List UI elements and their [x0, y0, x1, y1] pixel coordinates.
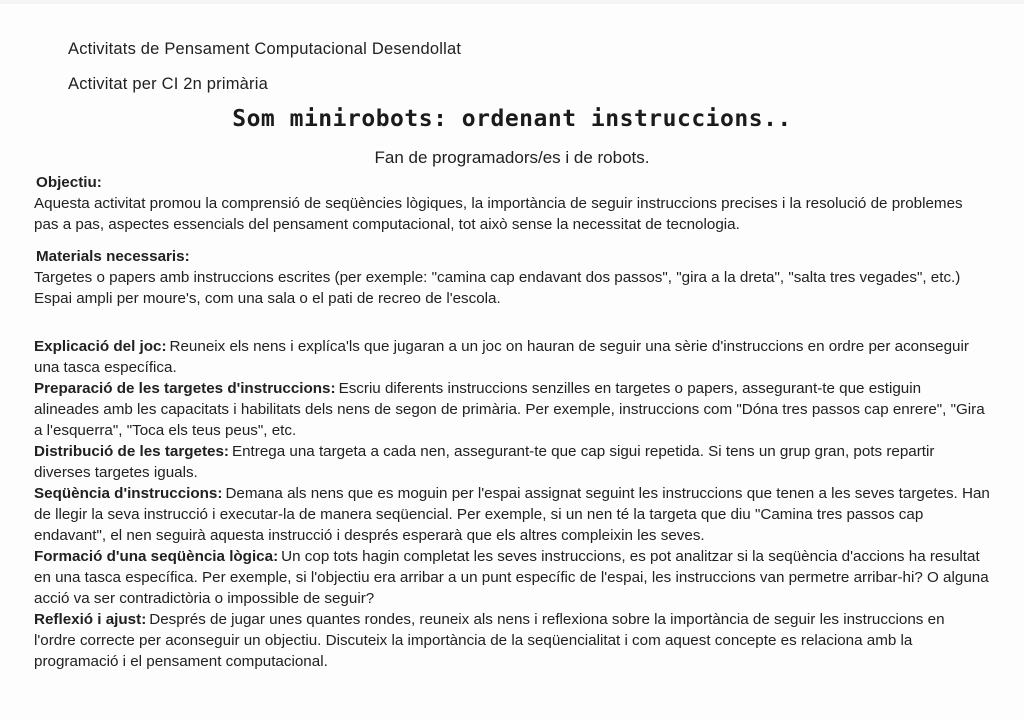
doc-title-line2: Activitat per CI 2n primària: [68, 75, 268, 93]
section-preparacio-label: Preparació de les targetes d'instruccions:: [34, 380, 336, 397]
section-formacio: [34, 546, 990, 609]
section-materials-paragraph-1: Targetes o papers amb instruccions escrites (per exemple: "camina cap endavant dos passos", "gira a la dreta", "salta tres vegades", etc.): [34, 269, 961, 286]
section-objectiu-paragraph: Aquesta activitat promou la comprensió de seqüències lògiques, la importància de seguir instruccions precises i la resolució de problemes pas a pas, aspectes essencials del pensament computacional, tot això sense la necessitat de tecnologia.: [34, 195, 963, 233]
document-body: [0, 4, 1024, 672]
activity-title: Som minirobots: ordenant instruccions..: [232, 106, 792, 132]
section-explicacio-label: Explicació del joc:: [34, 338, 167, 355]
document-text: [34, 172, 990, 672]
section-explicacio: [34, 336, 990, 378]
section-formacio-text: Un cop tots hagin completat les seves instruccions, es pot analitzar si la seqüència d'accions ha resultat en una tasca específica. Per exemple, si l'objectiu era arribar a un punt específic de l'espai, les instruccions van permetre arribar-hi? O alguna acció va ser contradictòria o impossible de seguir?: [34, 548, 989, 607]
section-materials: [34, 246, 990, 309]
section-distribucio: [34, 441, 990, 483]
section-distribucio-label: Distribució de les targetes:: [34, 443, 229, 460]
section-reflexio-text: Després de jugar unes quantes rondes, reuneix als nens i reflexiona sobre la importància de seguir les instruccions en l'ordre correcte per aconseguir un objectiu. Discuteix la importància de la seqüencialitat i com aquest concepte es relaciona amb la programació i el pensament computacional.: [34, 611, 945, 670]
doc-header: [34, 38, 990, 95]
section-sequencia: [34, 483, 990, 546]
doc-title-line1: Activitats de Pensament Computacional Desendollat: [68, 40, 462, 58]
instructions-block: [34, 336, 990, 672]
section-formacio-label: Formació d'una seqüència lògica:: [34, 548, 279, 565]
section-materials-paragraph-2: Espai ampli per moure's, com una sala o el pati de recreo de l'escola.: [34, 290, 501, 307]
section-materials-label: Materials necessaris:: [36, 248, 190, 265]
section-reflexio-label: Reflexió i ajust:: [34, 611, 147, 628]
section-objectiu-label: Objectiu:: [36, 174, 102, 191]
section-distribucio-text: Entrega una targeta a cada nen, assegurant-te que cap sigui repetida. Si tens un grup gran, pots repartir diverses targetes iguals.: [34, 443, 935, 481]
section-objectiu: [34, 172, 990, 235]
section-preparacio-text: Escriu diferents instruccions senzilles en targetes o papers, assegurant-te que estiguin alineades amb les capacitats i habilitats dels nens de segon de primària. Per exemple, instruccions com "Dóna tres passos cap enrere", "Gira a l'esquerra", "Toca els teus peus", etc.: [34, 380, 985, 439]
section-sequencia-text: Demana als nens que es moguin per l'espai assignat seguint les instruccions que tenen a les seves targetes. Han de llegir la seva instrucció i executar-la de manera seqüencial. Per exemple, si un nen té la targeta que diu "Camina tres passos cap endavant", el nen seguirà aquesta instrucció i després esperarà que els altres compleixin les seves.: [34, 485, 990, 544]
section-explicacio-text: Reuneix els nens i explíca'ls que jugaran a un joc on hauran de seguir una sèrie d'instruccions en ordre per aconseguir una tasca específica.: [34, 338, 969, 376]
section-preparacio: [34, 378, 990, 441]
section-sequencia-label: Seqüència d'instruccions:: [34, 485, 223, 502]
section-reflexio: [34, 609, 990, 672]
activity-subtitle: Fan de programadors/es i de robots.: [374, 148, 650, 167]
